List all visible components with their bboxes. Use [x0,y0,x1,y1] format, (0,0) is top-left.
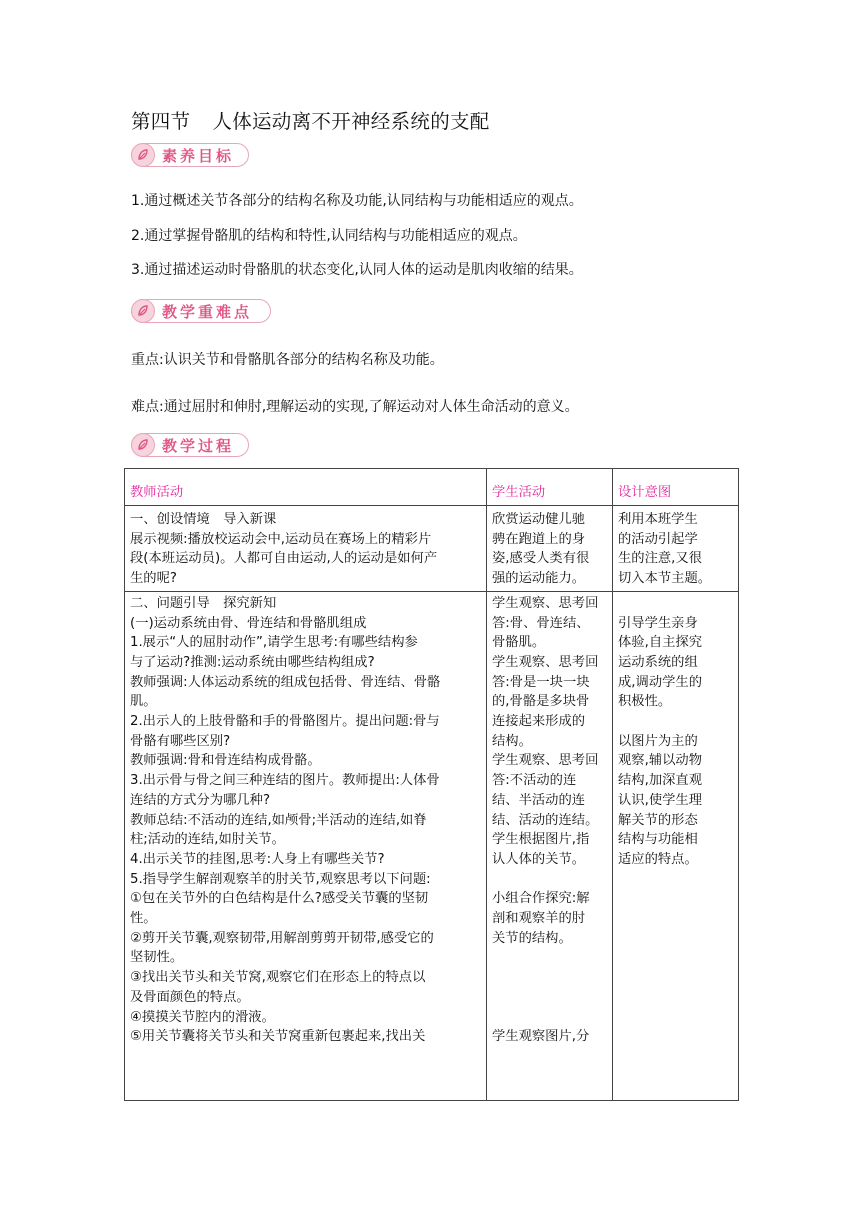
cell-line: (一)运动系统由骨、骨连结和骨骼肌组成 [130,615,367,631]
teaching-process-table [124,468,739,1101]
cell-line: 学生观察、思考回 [492,753,599,769]
cell-line: 积极性。 [618,694,672,710]
cell-line: 解关节的形态 [618,812,698,828]
cell-line: 生的注意,又很 [618,551,703,567]
student-cell [487,591,613,1100]
cell-line: 一、创设情境 导入新课 [130,512,277,527]
cell-line: 结构与功能相 [618,832,698,848]
cell-line: 学生观察、思考回 [492,654,599,670]
cell-line: 5.指导学生解剖观察羊的肘关节,观察思考以下问题: [130,871,431,887]
section-title [131,106,490,134]
cell-line: 成,调动学生的 [618,674,703,690]
cell-line: 2.出示人的上肢骨骼和手的骨骼图片。提出问题:骨与 [130,714,440,730]
cell-line: 引导学生亲身 [618,615,698,631]
cell-line: 连结的方式分为哪几种? [130,792,271,808]
cell-line: 教师强调:骨和骨连结构成骨骼。 [130,753,321,769]
cell-line: 以图片为主的 [618,733,698,749]
process-badge [131,433,249,457]
cell-line: 结构,加深直观 [618,773,703,789]
cell-line: 强的运动能力。 [492,571,586,587]
cell-line: 观察,辅以动物 [618,753,703,769]
cell-line: 连接起来形成的 [492,714,586,730]
goal-item: 3.通过描述运动时骨骼肌的状态变化,认同人体的运动是肌肉收缩的结果。 [131,262,583,278]
cell-line: 学生观察图片,分 [492,1029,590,1045]
goals-badge-label: 素养目标 [162,147,235,165]
cell-line: 肌。 [130,694,157,710]
keypoints-badge-label: 教学重难点 [162,303,253,321]
cell-line: 展示视频:播放校运动会中,运动员在赛场上的精彩片 [130,531,432,547]
cell-line: 及骨面颜色的特点。 [130,989,250,1005]
cell-line: 学生观察、思考回 [492,595,599,611]
cell-line: 认人体的关节。 [492,851,586,867]
header-student-activity: 学生活动 [487,469,613,506]
cell-line: 答:骨是一块一块 [492,674,590,690]
teacher-cell [125,506,487,592]
cell-line: 柱;活动的连结,如肘关节。 [130,832,285,848]
cell-line: 教师强调:人体运动系统的组成包括骨、骨连结、骨骼 [130,674,441,690]
cell-line: ⑤用关节囊将关节头和关节窝重新包裹起来,找出关 [130,1029,426,1045]
header-design-intent: 设计意图 [613,469,739,506]
cell-line: 坚韧性。 [130,950,184,966]
cell-line: 答:不活动的连 [492,773,577,789]
cell-line: 小组合作探究:解 [492,891,590,907]
cell-line: 欣赏运动健儿驰 [492,512,586,527]
cell-line: 骨骼有哪些区别? [130,733,231,749]
cell-line: 结构。 [492,733,532,749]
difficulty-text: 难点:通过屈肘和伸肘,理解运动的实现,了解运动对人体生命活动的意义。 [131,399,579,415]
cell-line: 的,骨骼是多块骨 [492,694,590,710]
leaf-icon [131,143,155,167]
leaf-icon [131,433,155,457]
cell-line: 学生根据图片,指 [492,832,590,848]
student-cell [487,506,613,592]
table-row [125,591,739,1100]
cell-line: 的活动引起学 [618,531,698,547]
cell-line: 剖和观察羊的肘 [492,911,586,927]
keypoints-badge [131,299,271,323]
intent-cell [613,591,739,1100]
table-header-row [125,469,739,506]
cell-line: 骨骼肌。 [492,635,546,651]
cell-line: 性。 [130,911,157,927]
cell-line: 1.展示“人的屈肘动作”,请学生思考:有哪些结构参 [130,635,418,651]
cell-line: 适应的特点。 [618,851,698,867]
process-badge-label: 教学过程 [162,437,235,455]
cell-line: ①包在关节外的白色结构是什么?感受关节囊的坚韧 [130,891,429,907]
cell-line: 答:骨、骨连结、 [492,615,590,631]
table-row [125,506,739,592]
cell-line: 结、活动的连结。 [492,812,599,828]
cell-line: ④摸摸关节腔内的滑液。 [130,1009,275,1025]
cell-line: 4.出示关节的挂图,思考:人身上有哪些关节? [130,851,385,867]
cell-line: 认识,使学生理 [618,792,703,808]
leaf-icon [131,299,155,323]
cell-line: 段(本班运动员)。人都可自由运动,人的运动是如何产 [130,551,438,567]
cell-line: 与了运动?推测:运动系统由哪些结构组成? [130,654,375,670]
cell-line: 3.出示骨与骨之间三种连结的图片。教师提出:人体骨 [130,773,440,789]
teacher-cell [125,591,487,1100]
cell-line: ②剪开关节囊,观察韧带,用解剖剪剪开韧带,感受它的 [130,930,434,946]
cell-line: 体验,自主探究 [618,635,703,651]
goals-badge [131,143,249,167]
goal-item: 2.通过掌握骨骼肌的结构和特性,认同结构与功能相适应的观点。 [131,228,527,244]
cell-line: 教师总结:不活动的连结,如颅骨;半活动的连结,如脊 [130,812,427,828]
cell-line: 姿,感受人类有很 [492,551,590,567]
cell-line: 生的呢? [130,571,177,587]
cell-line: ③找出关节头和关节窝,观察它们在形态上的特点以 [130,970,426,986]
cell-line: 关节的结构。 [492,930,572,946]
cell-line: 利用本班学生 [618,512,698,527]
header-teacher-activity: 教师活动 [125,469,487,506]
section-name: 人体运动离不开神经系统的支配 [212,110,490,133]
cell-line: 骋在跑道上的身 [492,531,586,547]
section-number: 第四节 [131,110,191,133]
goal-item: 1.通过概述关节各部分的结构名称及功能,认同结构与功能相适应的观点。 [131,193,583,209]
cell-line: 结、半活动的连 [492,792,586,808]
cell-line: 运动系统的组 [618,654,698,670]
cell-line: 二、问题引导 探究新知 [130,595,277,611]
cell-line: 切入本节主题。 [618,571,712,587]
intent-cell [613,506,739,592]
focus-text: 重点:认识关节和骨骼肌各部分的结构名称及功能。 [131,352,444,368]
